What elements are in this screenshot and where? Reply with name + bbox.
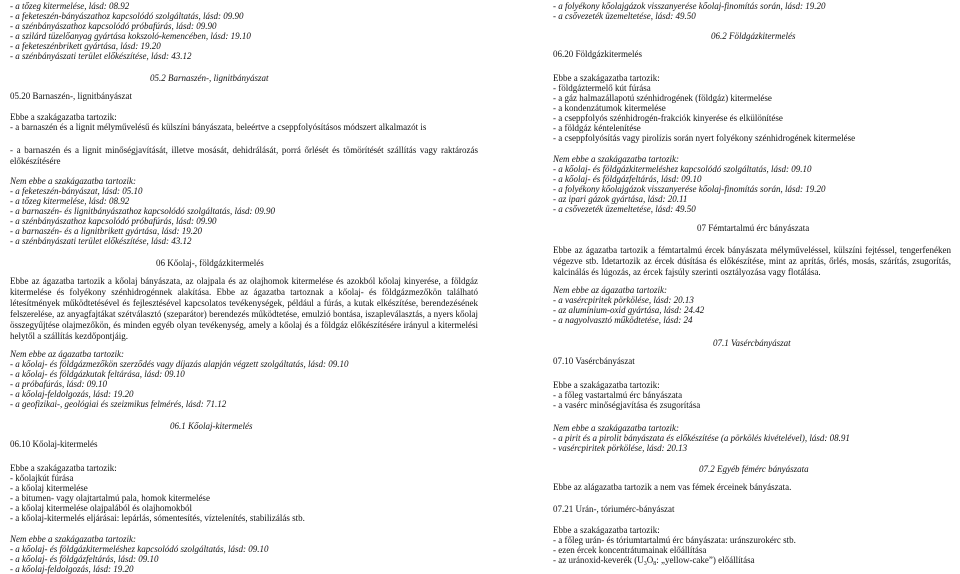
list-item: - vasércpiritek pörkölése, lásd: 20.13 xyxy=(553,443,688,453)
excludes-label: Nem ebbe a szakágazatba tartozik: xyxy=(553,154,679,164)
include-item: - a barnaszén és a lignit minőségjavítását, illetve mosását, dehidrálását, porrá őrlését és tömörítését szállítás vagy raktározás előkészítésére xyxy=(10,145,478,166)
includes-label: Ebbe a szakágazatba tartozik: xyxy=(553,525,660,535)
formula-suffix: : „yellow-cake”) előállítása xyxy=(656,555,755,565)
list-item: - a csővezeték üzemeltetése, lásd: 49.50 xyxy=(553,11,696,21)
list-item: - a cseppfolyós szénhidrogén-frakciók kinyerése és elkülönítése xyxy=(553,113,783,123)
list-item: - a folyékony kőolajgázok visszanyerése kőolaj-finomítás során, lásd: 19.20 xyxy=(553,1,826,11)
list-item: - kőolajkút fúrása xyxy=(10,473,74,483)
division-07-text: Ebbe az ágazatba tartozik a fémtartalmú ércek bányászata mélyműveléssel, külszíni fejtéssel, tengerfenéken végezve stb. Idetartozik az ércek dúsítása és előkészítése, mint az aprítás, őrlés, mosás, szárítás, zsugorítás, kalcinálás és lúgozás, az ércek fajsúly szerinti osztályozása vagy flotálása. xyxy=(553,245,951,277)
excludes-label: Nem ebbe az ágazatba tartozik: xyxy=(553,285,667,295)
group-071-title: 07.1 Vasércbányászat xyxy=(713,338,791,348)
list-item: - a szénbányászathoz kapcsolódó próbafúrás, lásd: 09.90 xyxy=(10,216,217,226)
group-052-title: 05.2 Barnaszén-, lignitbányászat xyxy=(150,73,269,83)
list-item: - a próbafúrás, lásd: 09.10 xyxy=(10,379,108,389)
list-item: - a tőzeg kitermelése, lásd: 08.92 xyxy=(10,1,130,11)
list-item: - a kőolaj- és földgázkitermeléshez kapcsolódó szolgáltatás, lásd: 09.10 xyxy=(10,544,269,554)
list-item: - a feketeszén-bányászat, lásd: 05.10 xyxy=(10,186,143,196)
list-item: - a geofizikai-, geológiai és szeizmikus felmérés, lásd: 71.12 xyxy=(10,399,227,409)
class-0610-title: 06.10 Kőolaj-kitermelés xyxy=(10,439,98,449)
list-item: - a vasérc minőségjavítása és zsugorítása xyxy=(553,400,701,410)
class-0710-title: 07.10 Vasércbányászat xyxy=(553,356,635,366)
list-item: - a barnaszén- és a lignitbrikett gyártása, lásd: 19.20 xyxy=(10,226,202,236)
include-item: - a barnaszén és a lignit mélyművelésű és külszíni bányászata, beleértve a cseppfolyósításos módszert alkalmazót is xyxy=(10,122,427,132)
list-item: - a kőolaj- és földgázkutak feltárása, lásd: 09.10 xyxy=(10,369,185,379)
excludes-label: Nem ebbe a szakágazatba tartozik: xyxy=(553,423,679,433)
class-0620-title: 06.20 Földgázkitermelés xyxy=(553,49,642,59)
list-item: - a kőolaj- és földgázfeltárás, lásd: 09.10 xyxy=(553,174,702,184)
list-item: - a főleg vastartalmú érc bányászata xyxy=(553,390,683,400)
list-item: - a kőolaj- és földgázfeltárás, lásd: 09.10 xyxy=(10,554,159,564)
list-item: - a folyékony kőolajgázok visszanyerése kőolaj-finomítás során, lásd: 19.20 xyxy=(553,184,826,194)
division-07-title: 07 Fémtartalmú érc bányászata xyxy=(697,223,810,233)
list-item: - ezen ércek koncentrátumainak előállítása xyxy=(553,545,707,555)
list-item: - a kondenzátumok kitermelése xyxy=(553,103,666,113)
list-item: - a földgáz kéntelenítése xyxy=(553,123,641,133)
list-item: - a szénbányászathoz kapcsolódó próbafúrás, lásd: 09.90 xyxy=(10,21,217,31)
list-item: - földgáztermelő kút fúrása xyxy=(553,83,651,93)
list-item: - a pirit és a pirolit bányászata és előkészítése (a pörkölés kivételével), lásd: 08.91 xyxy=(553,433,850,443)
excludes-label: Nem ebbe a szakágazatba tartozik: xyxy=(10,534,136,544)
class-0520-title: 05.20 Barnaszén-, lignitbányászat xyxy=(10,91,132,101)
formula-subscript: 8 xyxy=(653,561,657,567)
list-item: - a kőolaj- és földgázkitermeléshez kapcsolódó szolgáltatás, lásd: 09.10 xyxy=(553,164,812,174)
division-06-title: 06 Kőolaj-, földgázkitermelés xyxy=(156,258,264,268)
group-062-title: 06.2 Földgázkitermelés xyxy=(711,31,796,41)
list-item: - a kőolaj- és földgázmezőkön szerződés vagy díjazás alapján végzett szolgáltatás, lásd: 09.10 xyxy=(10,359,349,369)
list-item: - a kőolaj-feldolgozás, lásd: 19.20 xyxy=(10,389,134,399)
excludes-label: Nem ebbe az ágazatba tartozik: xyxy=(10,349,124,359)
list-item: - a gáz halmazállapotú szénhidrogének (földgáz) kitermelése xyxy=(553,93,772,103)
includes-label: Ebbe a szakágazatba tartozik: xyxy=(553,73,660,83)
list-item: - a csővezeték üzemeltetése, lásd: 49.50 xyxy=(553,204,696,214)
class-0721-title: 07.21 Urán-, tóriumérc-bányászat xyxy=(553,504,675,514)
group-061-title: 06.1 Kőolaj-kitermelés xyxy=(170,421,253,431)
list-item: - a főleg urán- és tóriumtartalmú érc bányászata: uránszurokérc stb. xyxy=(553,535,796,545)
list-item: - a szénbányászati terület előkészítése, lásd: 43.12 xyxy=(10,236,192,246)
list-item: - a szénbányászati terület előkészítése, lásd: 43.12 xyxy=(10,51,192,61)
includes-label: Ebbe a szakágazatba tartozik: xyxy=(553,380,660,390)
list-item: - a vasércpiritek pörkölése, lásd: 20.13 xyxy=(553,295,694,305)
list-item: - a feketeszénbrikett gyártása, lásd: 19.20 xyxy=(10,41,161,51)
list-item: - a bitumen- vagy olajtartalmú pala, homok kitermelése xyxy=(10,493,210,503)
list-item: - a kőolaj kitermelése olajpalából és olajhomokból xyxy=(10,503,192,513)
formula-mid: O xyxy=(646,555,654,565)
formula-subscript: 3 xyxy=(643,561,647,567)
list-item: - a feketeszén-bányászathoz kapcsolódó szolgáltatás, lásd: 09.90 xyxy=(10,11,244,21)
includes-label: Ebbe a szakágazatba tartozik: xyxy=(10,112,117,122)
list-item: - a kőolaj-feldolgozás, lásd: 19.20 xyxy=(10,564,134,574)
excludes-label: Nem ebbe a szakágazatba tartozik: xyxy=(10,176,136,186)
formula-prefix: - az uránoxid-keverék (U xyxy=(553,555,644,565)
list-item: - a kőolaj kitermelése xyxy=(10,483,88,493)
list-item: - a tőzeg kitermelése, lásd: 08.92 xyxy=(10,196,130,206)
list-item: - a nagyolvasztó működtetése, lásd: 24 xyxy=(553,315,693,325)
list-item xyxy=(553,555,755,569)
includes-label: Ebbe a szakágazatba tartozik: xyxy=(10,463,117,473)
list-item: - az alumínium-oxid gyártása, lásd: 24.42 xyxy=(553,305,705,315)
group-072-title: 07.2 Egyéb fémérc bányászata xyxy=(699,464,809,474)
list-item: - a barnaszén- és lignitbányászathoz kapcsolódó szolgáltatás, lásd: 09.90 xyxy=(10,206,275,216)
list-item: - a cseppfolyósítás vagy pirolízis során nyert folyékony szénhidrogének kitermelése xyxy=(553,133,856,143)
list-item: - a kőolaj-kitermelés eljárásai: lepárlás, sómentesítés, víztelenítés, stabilizálás stb. xyxy=(10,513,305,523)
division-06-text: Ebbe az ágazatba tartozik a kőolaj bányászata, az olajpala és az olajhomok kitermelése és azokból kőolaj kinyerése, a földgáz kitermelése és folyékony szénhidrogénnek alakítása. Ebbe az ágazatba tartoznak a kőolaj- és földgázmezőkön található létesítmények működtetésével és fejlesztésével kapcsolatos tevékenységek, például a fúrás, a kutak elkészítése, berendezésének felszerelése, az anyagfajtákat szétválasztó (szeparátor) berendezés működtetése, emulzió bontása, iszapleválasztás, a nyers kőolaj összegyűjtése olajmezőkön, és minden egyéb olyan tevékenység, amely a kőolaj és a földgáz előkészítésére irányul a kitermelési helytől a szállítás kezdőpontjáig. xyxy=(10,276,478,341)
list-item: - az ipari gázok gyártása, lásd: 20.11 xyxy=(553,194,688,204)
group-072-text: Ebbe az alágazatba tartozik a nem vas fémek érceinek bányászata. xyxy=(553,482,792,492)
list-item: - a szilárd tüzelőanyag gyártása kokszoló-kemencében, lásd: 19.10 xyxy=(10,31,251,41)
